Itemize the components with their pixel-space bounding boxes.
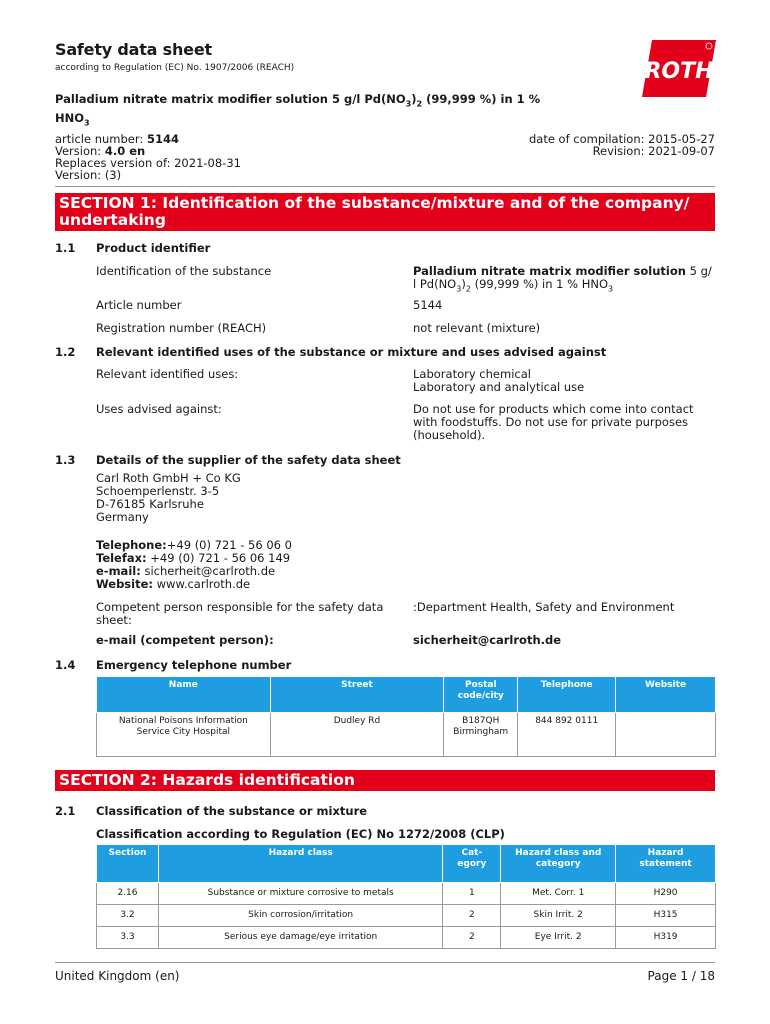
column-header: Name xyxy=(97,677,271,713)
document-title: Safety data sheet xyxy=(55,40,212,59)
revision-date: Revision: 2021-09-07 xyxy=(592,144,715,158)
meta-right xyxy=(529,133,715,157)
table-cell xyxy=(616,713,716,757)
subsection-number: 1.4 xyxy=(55,658,76,672)
field-label: Relevant identified uses: xyxy=(96,367,239,381)
table-row xyxy=(97,713,716,757)
table-row xyxy=(97,883,716,905)
subsection-title: Details of the supplier of the safety data sheet xyxy=(96,453,401,467)
column-header: Website xyxy=(616,677,716,713)
website-link[interactable]: www.carlroth.de xyxy=(153,577,251,591)
column-header: Postal code/city xyxy=(444,677,518,713)
field-value: Laboratory chemical Laboratory and analytical use xyxy=(413,367,585,394)
document-subtitle: according to Regulation (EC) No. 1907/2006 (REACH) xyxy=(55,63,295,73)
subsection-number: 1.1 xyxy=(55,241,76,255)
column-header: Section xyxy=(97,845,159,883)
table-cell: Met. Corr. 1 xyxy=(501,883,616,905)
table-cell: National Poisons Information Service City Hospital xyxy=(97,713,271,757)
table-row xyxy=(97,905,716,927)
table-cell: 3.2 xyxy=(97,905,159,927)
column-header: Telephone xyxy=(518,677,616,713)
substance-identification: Palladium nitrate matrix modifier solution 5 g/ l $Pd(NO_3)_2$ (99,999 %) in 1 % $HNO_3$ xyxy=(413,264,712,294)
column-header: Hazard class and category xyxy=(501,845,616,883)
table-cell: Skin corrosion/irritation xyxy=(158,905,442,927)
supplier-address: Carl Roth GmbH + Co KG Schoemperlenstr. 3-5 D-76185 Karlsruhe Germany xyxy=(96,471,241,524)
table-cell: 1 xyxy=(443,883,501,905)
field-label: e-mail (competent person): xyxy=(96,633,274,647)
divider xyxy=(55,186,715,187)
subsection-number: 1.3 xyxy=(55,453,76,467)
table-cell: H319 xyxy=(616,927,716,949)
table-cell: Serious eye damage/eye irritation xyxy=(158,927,442,949)
table-cell: Dudley Rd xyxy=(270,713,444,757)
field-label: Uses advised against: xyxy=(96,402,222,416)
product-title: Palladium nitrate matrix modifier solution 5 g/l $Pd(NO_3)_2$ (99,999 %) in 1 % $HNO_3$ xyxy=(55,92,541,128)
meta-left: article number: 5144 Version: 4.0 en Replaces version of: 2021-08-31 Version: (3) xyxy=(55,132,241,182)
column-header: Hazard class xyxy=(158,845,442,883)
table-cell: 844 892 0111 xyxy=(518,713,616,757)
table-cell: B187QH Birmingham xyxy=(444,713,518,757)
previous-version: Version: (3) xyxy=(55,168,122,182)
subsection-title: Product identifier xyxy=(96,241,211,255)
subsection-title: Emergency telephone number xyxy=(96,658,292,672)
logo-text: ROTH xyxy=(644,59,714,84)
section-1-header: SECTION 1: Identification of the substance/mixture and of the company/ undertaking xyxy=(55,193,715,231)
emergency-contacts-table xyxy=(96,676,716,757)
field-label: Identification of the substance xyxy=(96,264,272,278)
field-label: Article number xyxy=(96,298,182,312)
column-header: Street xyxy=(270,677,444,713)
table-cell: H290 xyxy=(616,883,716,905)
subsection-title: Relevant identified uses of the substance or mixture and uses advised against xyxy=(96,345,607,359)
subsection-number: 2.1 xyxy=(55,804,76,818)
subsection-number: 1.2 xyxy=(55,345,76,359)
supplier-contacts: Telephone:+49 (0) 721 - 56 06 0 Telefax: +49 (0) 721 - 56 06 149 e-mail: sicherheit@carlroth.de Website: www.carlroth.de xyxy=(96,538,292,591)
email-link[interactable]: sicherheit@carlroth.de xyxy=(140,564,276,578)
table-cell: 2 xyxy=(443,927,501,949)
column-header: Hazard statement xyxy=(616,845,716,883)
footer-divider xyxy=(55,962,715,963)
compilation-date: date of compilation: 2015-05-27 xyxy=(528,132,715,146)
subsection-title: Classification of the substance or mixture xyxy=(96,804,368,818)
version-number: 4.0 en xyxy=(104,144,146,158)
competent-email[interactable]: sicherheit@carlroth.de xyxy=(413,633,562,647)
field-label: Registration number (REACH) xyxy=(96,321,267,335)
field-value: :Department Health, Safety and Environment xyxy=(413,600,675,614)
table-cell: 2.16 xyxy=(97,883,159,905)
table-cell: 2 xyxy=(443,905,501,927)
field-value: not relevant (mixture) xyxy=(413,321,541,335)
replaces-version: Replaces version of: 2021-08-31 xyxy=(55,156,241,170)
table-row xyxy=(97,927,716,949)
section-2-header: SECTION 2: Hazards identification xyxy=(55,770,715,791)
table-cell: Substance or mixture corrosive to metals xyxy=(158,883,442,905)
clp-classification-title: Classification according to Regulation (EC) No 1272/2008 (CLP) xyxy=(96,827,505,841)
table-cell: Eye Irrit. 2 xyxy=(501,927,616,949)
roth-logo xyxy=(642,40,716,97)
field-label: Competent person responsible for the safety data sheet: xyxy=(96,600,384,627)
page-number: Page 1 / 18 xyxy=(647,969,715,983)
footer-locale: United Kingdom (en) xyxy=(55,969,180,983)
column-header: Cat-egory xyxy=(443,845,501,883)
field-value: 5144 xyxy=(413,298,443,312)
table-cell: 3.3 xyxy=(97,927,159,949)
hazard-classification-table xyxy=(96,844,716,949)
table-cell: Skin Irrit. 2 xyxy=(501,905,616,927)
field-value: Do not use for products which come into contact with foodstuffs. Do not use for private purposes (household). xyxy=(413,402,694,442)
article-number: 5144 xyxy=(146,132,179,146)
table-cell: H315 xyxy=(616,905,716,927)
